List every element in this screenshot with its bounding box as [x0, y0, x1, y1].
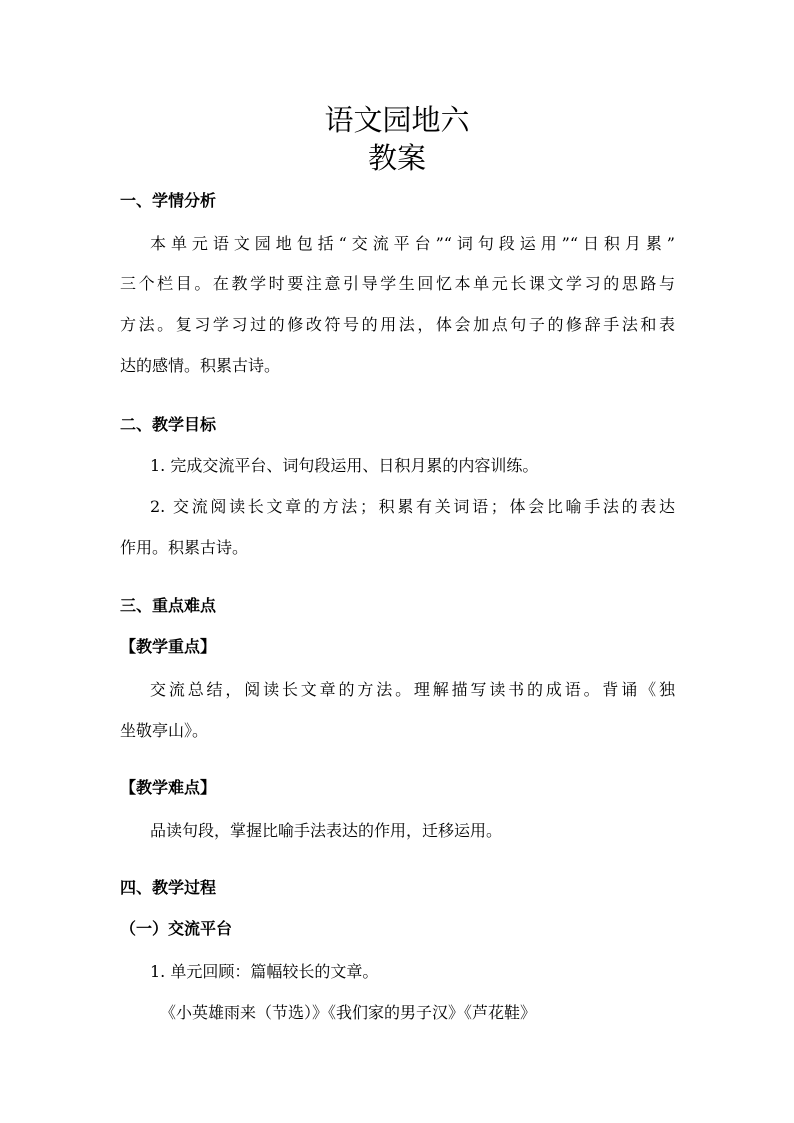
list-item-continuation: 作用。积累古诗。 — [120, 538, 249, 557]
paragraph-line: 三个栏目。在教学时要注意引导学生回忆本单元长课文学习的思路与 — [120, 274, 675, 293]
section-heading-key-points: 三、重点难点 — [120, 596, 217, 615]
section-heading-process: 四、教学过程 — [120, 878, 217, 897]
paragraph-line: 品读句段，掌握比喻手法表达的作用，迁移运用。 — [150, 821, 503, 840]
paragraph-line: 本单元语文园地包括“交流平台”“词句段运用”“日积月累” — [150, 234, 675, 253]
list-item: 1. 单元回顾：篇幅较长的文章。 — [150, 962, 379, 981]
list-item: 2. 交流阅读长文章的方法；积累有关词语；体会比喻手法的表达 — [150, 497, 675, 516]
section-heading-analysis: 一、学情分析 — [120, 191, 217, 210]
paragraph-line: 方法。复习学习过的修改符号的用法，体会加点句子的修辞手法和表 — [120, 315, 675, 334]
paragraph-line: 坐敬亭山》。 — [120, 721, 209, 740]
section-heading-objectives: 二、教学目标 — [120, 415, 217, 434]
subheading-focus: 【教学重点】 — [120, 637, 217, 656]
paragraph-line: 交流总结，阅读长文章的方法。理解描写读书的成语。背诵《独 — [150, 680, 675, 699]
document-subtitle: 教案 — [367, 141, 426, 175]
list-item: 1. 完成交流平台、词句段运用、日积月累的内容训练。 — [150, 456, 539, 475]
book-list: 《小英雄雨来（节选）》《我们家的男子汉》《芦花鞋》 — [160, 1003, 537, 1022]
subheading-difficulty: 【教学难点】 — [120, 778, 217, 797]
paragraph-line: 达的感情。积累古诗。 — [120, 356, 281, 375]
subheading-exchange-platform: （一）交流平台 — [120, 919, 233, 938]
document-title: 语文园地六 — [324, 103, 470, 137]
